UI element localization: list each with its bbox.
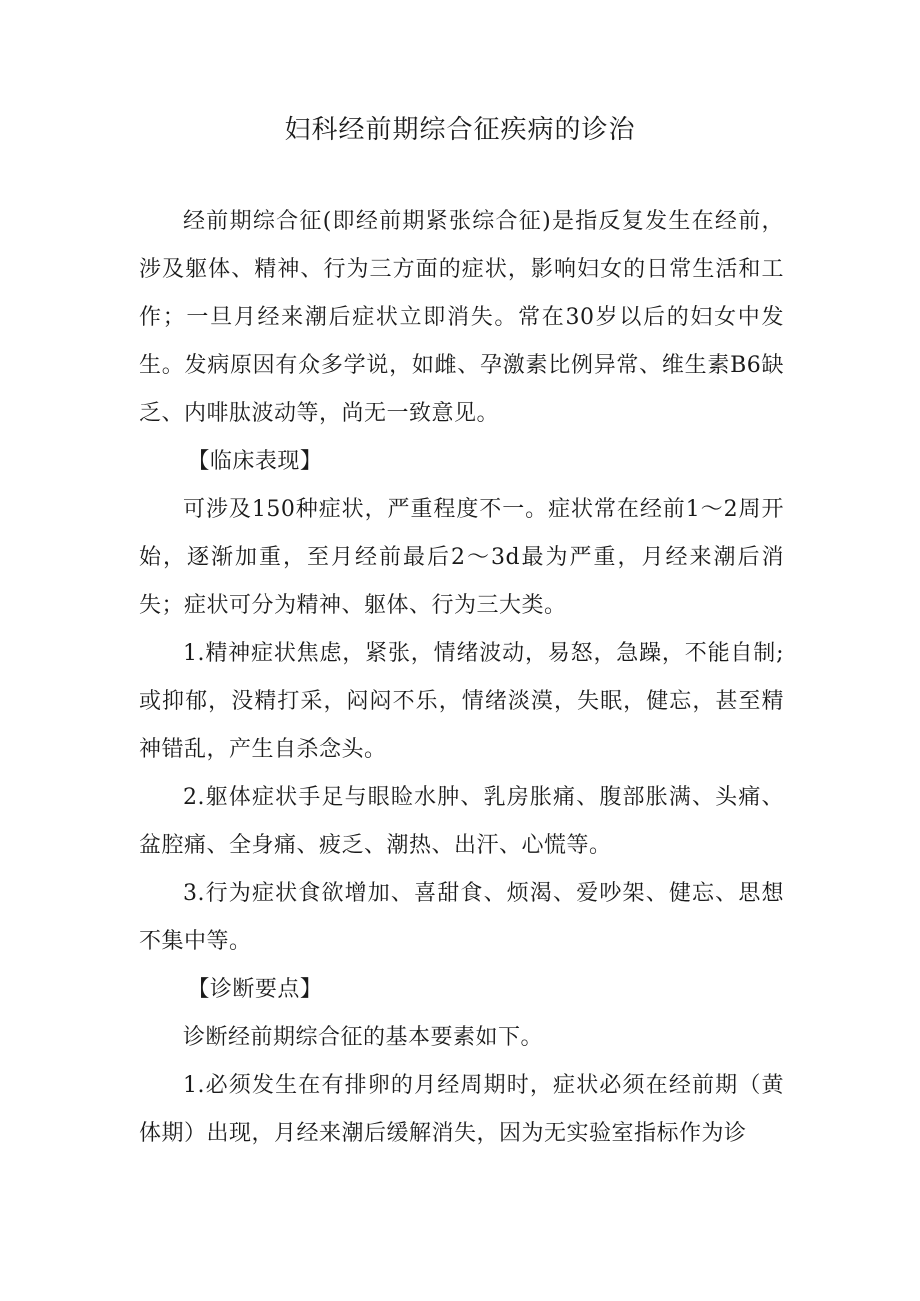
section-heading-clinical: 【临床表现】 [187, 449, 323, 474]
paragraph-physical-symptoms: 2.躯体症状手足与眼睑水肿、乳房胀痛、腹部胀满、头痛、盆腔痛、全身痛、疲乏、潮热、出汗、心慌等。 [139, 785, 784, 858]
paragraph-diagnosis-point-1: 1.必须发生在有排卵的月经周期时，症状必须在经前期（黄体期）出现，月经来潮后缓解消失，因为无实验室指标作为诊 [139, 1073, 784, 1146]
paragraph-diagnosis-intro: 诊断经前期综合征的基本要素如下。 [183, 1025, 544, 1050]
paragraph-mental-symptoms: 1.精神症状焦虑，紧张，情绪波动，易怒，急躁，不能自制;或抑郁，没精打采，闷闷不乐，情绪淡漠，失眠，健忘，甚至精神错乱，产生自杀念头。 [139, 641, 784, 762]
document-body [139, 198, 784, 1158]
section-heading-diagnosis: 【诊断要点】 [187, 977, 323, 1002]
document-title: 妇科经前期综合征疾病的诊治 [284, 115, 636, 145]
paragraph-clinical-overview: 可涉及150种症状，严重程度不一。症状常在经前1～2周开始，逐渐加重，至月经前最后2～3d最为严重，月经来潮后消失；症状可分为精神、躯体、行为三大类。 [139, 497, 784, 618]
paragraph-behavior-symptoms: 3.行为症状食欲增加、喜甜食、烦渴、爱吵架、健忘、思想不集中等。 [139, 881, 784, 954]
paragraph-intro: 经前期综合征(即经前期紧张综合征)是指反复发生在经前，涉及躯体、精神、行为三方面的症状，影响妇女的日常生活和工作；一旦月经来潮后症状立即消失。常在30岁以后的妇女中发生。发病原因有众多学说，如雌、孕激素比例异常、维生素B6缺乏、内啡肽波动等，尚无一致意见。 [139, 209, 784, 426]
